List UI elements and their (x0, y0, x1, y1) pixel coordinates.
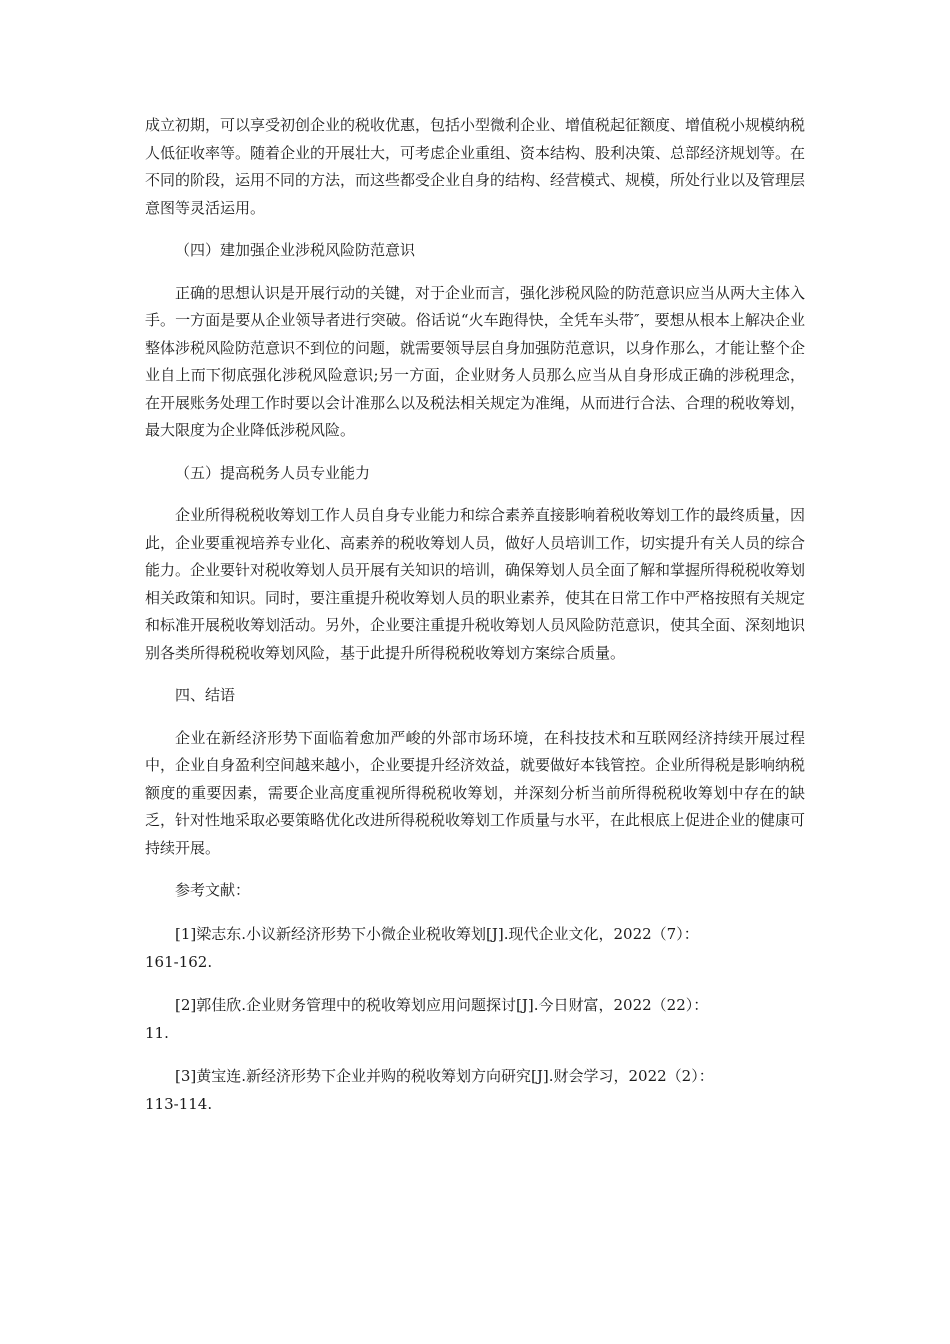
paragraph-continuation: 成立初期，可以享受初创企业的税收优惠，包括小型微利企业、增值税起征额度、增值税小规模纳税人低征收率等。随着企业的开展壮大，可考虑企业重组、资本结构、股利决策、总部经济规划等。在不同的阶段，运用不同的方法，而这些都受企业自身的结构、经营模式、规模，所处行业以及管理层意图等灵活运用。 (145, 116, 806, 217)
reference-2-line-2: 11. (145, 1023, 169, 1042)
document-page (145, 112, 805, 1118)
references-heading: 参考文献： (175, 881, 251, 899)
reference-3-line-1: [3]黄宝连.新经济形势下企业并购的税收筹划方向研究[J].财会学习，2022（2）： (175, 1066, 714, 1085)
reference-item-2 (145, 991, 805, 1047)
reference-1-line-2: 161-162. (145, 952, 213, 971)
paragraph-staff-capability: 企业所得税税收筹划工作人员自身专业能力和综合素养直接影响着税收筹划工作的最终质量，因此，企业要重视培养专业化、高素养的税收筹划人员，做好人员培训工作，切实提升有关人员的综合能力。企业要针对税收筹划人员开展有关知识的培训，确保筹划人员全面了解和掌握所得税税收筹划相关政策和知识。同时，要注重提升税收筹划人员的职业素养，使其在日常工作中严格按照有关规定和标准开展税收筹划活动。另外，企业要注重提升税收筹划人员风险防范意识，使其全面、深刻地识别各类所得税税收筹划风险，基于此提升所得税税收筹划方案综合质量。 (145, 506, 806, 662)
section-heading-conclusion: 四、结语 (175, 686, 236, 704)
reference-3-line-2: 113-114. (145, 1094, 213, 1113)
subheading-four: （四）建加强企业涉税风险防范意识 (175, 241, 416, 259)
reference-item-1 (145, 920, 805, 976)
reference-1-line-1: [1]梁志东.小议新经济形势下小微企业税收筹划[J].现代企业文化，2022（7）： (175, 924, 699, 943)
reference-item-3 (145, 1062, 805, 1118)
subheading-five: （五）提高税务人员专业能力 (175, 463, 371, 482)
reference-2-line-1: [2]郭佳欣.企业财务管理中的税收筹划应用问题探讨[J].今日财富，2022（22）： (175, 995, 709, 1014)
paragraph-conclusion: 企业在新经济形势下面临着愈加严峻的外部市场环境，在科技技术和互联网经济持续开展过程中，企业自身盈利空间越来越小，企业要提升经济效益，就要做好本钱管控。企业所得税是影响纳税额度的重要因素，需要企业高度重视所得税税收筹划，并深刻分析当前所得税税收筹划中存在的缺乏，针对性地采取必要策略优化改进所得税税收筹划工作质量与水平，在此根底上促进企业的健康可持续开展。 (145, 728, 806, 857)
paragraph-risk-awareness: 正确的思想认识是开展行动的关键，对于企业而言，强化涉税风险的防范意识应当从两大主体入手。一方面是要从企业领导者进行突破。俗话说“火车跑得快，全凭车头带″，要想从根本上解决企业整体涉税风险防范意识不到位的问题，就需要领导层自身加强防范意识，以身作那么，才能让整个企业自上而下彻底强化涉税风险意识;另一方面，企业财务人员那么应当从自身形成正确的涉税理念，在开展账务处理工作时要以会计准那么以及税法相关规定为准绳，从而进行合法、合理的税收筹划，最大限度为企业降低涉税风险。 (145, 283, 806, 439)
